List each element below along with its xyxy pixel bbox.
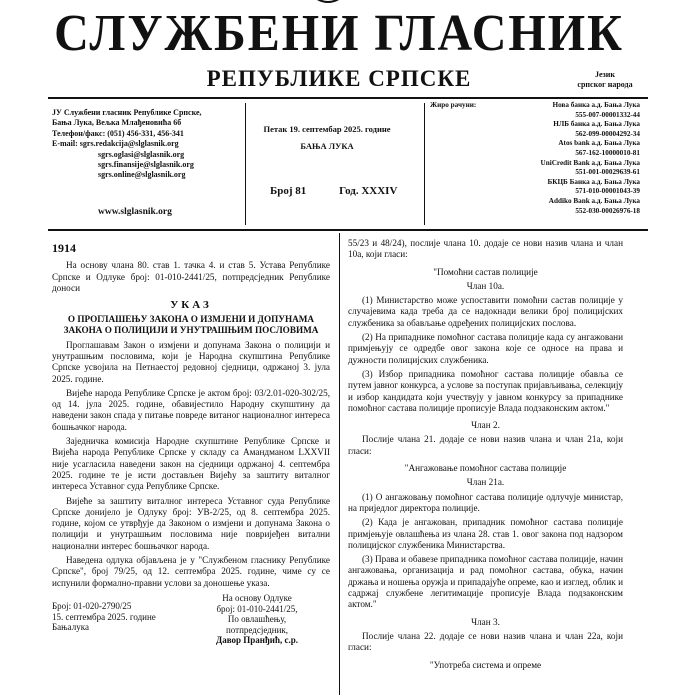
decree-paragraph: Заједничка комисија Народне скупштине Републике Српске и Вијећа народа Републике Српске у складу са Амандманом LXXVII није усагласила наведени закон на сједници одржаној 4. септембра 2025. године те је исти достављен Вијећу за заштиту виталног интереса Уставног суда Републике Српске. (52, 436, 330, 492)
bank-accounts: Жиро рачуни: Нова банка а.д. Бања Лука 555-007-00001332-44 НЛБ банка а.д. Бања Лука 562-099-00004292-34 Atos bank а.д. Бања Лука 567-162-10000010-81 UniCredit Bank а.д. Бања Лука 551-001-00029639-61 БКЦБ Банка а.д. Бања Лука 571-010-00001043-39 Addiko Bank а.д. Бања Лука 552-030-00026976-18 (430, 101, 640, 215)
decree-paragraph: Наведена одлука објављена је у "Службеном гласнику Републике Српске", број 79/25, од 12. септембра 2025. године, чиме су се испунили формално-правни услови за доношење указа. (52, 555, 330, 588)
law-paragraph: (2) На припаднике помоћног састава полиције када су ангажовани примјењују се одредбе овог закона које се односе на права и дужности полицијских службеника. (348, 332, 623, 365)
signature-block: Број: 01-020-2790/25 15. септембра 2025. године Бањалука На основу Одлуке број: 01-010-2441/25, По овлашћењу, потпредсједник, Давор Пранђић, с.р. (52, 593, 330, 635)
article-heading: "Ангажовање помоћног састава полиције (404, 463, 567, 474)
decree-intro: На основу члана 80. став 1. тачка 4. и став 5. Устава Републике Српске и Одлуке број: 01-010-2441/25, потпредсједник Републике доноси (52, 260, 330, 293)
decree-paragraph: Вијеће народа Републике Српске је актом број: 03/2.01-020-302/25, од 14. јула 2025. године, обавијестило Народну скупштину да наведени закон спада у питање повреде витаног националног интереса бошњачког народа. (52, 387, 330, 432)
law-paragraph: (2) Када је ангажован, припадник помоћног састава полиције примјењује овлашћења из члана 28. став 1. овог закона под надзором полицијског службеника Министарства. (348, 517, 623, 550)
issue-number-row (270, 185, 427, 197)
left-column (52, 241, 330, 646)
decree-paragraph: Вијеће за заштиту виталног интереса Уставног суда Републике Српске донијело је Одлуку број: УВ-2/25, од 8. септембра 2025. године, којом се утврђује да Законом о измјени и допунама Закона о полицији и унутрашњим пословима није повријеђен витални национални интерес бошњачког народа. (52, 495, 330, 551)
gazette-subtitle: РЕПУБЛИКЕ СРПСКЕ (206, 66, 472, 91)
law-paragraph: (1) О ангажовању помоћног састава полиције одлучује министар, на приједлог директора полиције. (348, 491, 623, 513)
column-divider (339, 233, 340, 695)
gazette-title: СЛУЖБЕНИ ГЛАСНИК (54, 4, 624, 63)
decree-place: Бањалука (52, 622, 89, 633)
article-heading: "Помоћни састав полиције (433, 266, 538, 277)
language-note: Језик српског народа (577, 70, 633, 89)
law-paragraph: (1) Министарство може успоставити помоћни састав полиције у случајевима када треба да се надокнади велики број полицијских службеника за обављање одређених полицијских послова. (348, 295, 623, 328)
law-paragraph: Послије члана 21. додаје се нови назив члана и члан 21а, који гласи: (348, 434, 623, 456)
article-number: Члан 10а. (466, 280, 505, 291)
accounts-label: Жиро рачуни: (430, 101, 477, 109)
law-paragraph: Послије члана 22. додаје се нови назив члана и члан 22а, који гласи: (348, 630, 623, 653)
decree-number: Број: 01-020-2790/25 (52, 600, 132, 611)
header-divider-left (245, 103, 246, 225)
header-top-rule (48, 97, 648, 99)
decree-label: УКАЗ (170, 299, 212, 312)
article-number: Члан 21а. (466, 477, 505, 488)
issue-number: Број 81 (270, 185, 307, 197)
issue-date-block (252, 124, 402, 152)
header-divider-right (424, 103, 425, 225)
issue-year: Год. XXXIV (339, 185, 398, 197)
law-text: 55/23 и 48/24), послије члана 10. додаје се нови назив члана и члан 10а, који гласи: (348, 238, 623, 260)
right-column (348, 238, 623, 674)
article-number: Члан 3. (471, 616, 500, 627)
issue-date: Петак 19. септембар 2025. године (263, 124, 391, 134)
article-heading: "Употреба система и опреме (429, 659, 542, 670)
publisher-info: ЈУ Службени гласник Републике Српске, Бања Лука, Вељка Млађеновића 6б Телефон/факс: (051) 456-331, 456-341 E-mail: sgrs.redakcija@slglasnik.org sgrs.oglasi@slglasnik.org sgrs.finansije@slglasnik.org sgrs.online@slglasnik.org www.slglasnik.org (52, 108, 242, 217)
signatory-name: Давор Пранђић, с.р. (216, 635, 298, 646)
header-bottom-rule (48, 229, 648, 231)
act-number: 1914 (52, 241, 76, 255)
decree-title: О ПРОГЛАШЕЊУ ЗАКОНА О ИЗМЈЕНИ И ДОПУНАМА ЗАКОНА О ПОЛИЦИЈИ И УНУТРАШЊИМ ПОСЛОВИМА (63, 314, 319, 336)
article-number: Члан 2. (471, 420, 500, 431)
law-paragraph: (3) Избор припадника помоћног састава полиције обавља се путем јавног конкурса, а услове за поступак пријављивања, селекцију и избор кандидата који учествују у јавном конкурсу за припаднике помоћног састава полиције прописује Влада подзаконским актом." (348, 368, 623, 413)
website-link[interactable]: www.slglasnik.org (98, 206, 172, 217)
issue-city: БАЊА ЛУКА (300, 141, 354, 151)
decree-date: 15. септембра 2025. године (52, 611, 156, 622)
decree-paragraph: Проглашавам Закон о измјени и допунама Закона о полицији и унутрашњим пословима, који је Народна скупштина Републике Српске усвојила на Петнаестој редовној сједници, одржаној 3. јула 2025. године. (52, 339, 330, 384)
law-paragraph: (3) Права и обавезе припадника помоћног састава полиције, начин ангажовања, организација и рад помоћног састава, обука, начин држања и ношења оружја и припадајуће опреме, као и изглед, облик и садржај службене легитимације прописује Влада подзаконским актом." (348, 554, 623, 610)
